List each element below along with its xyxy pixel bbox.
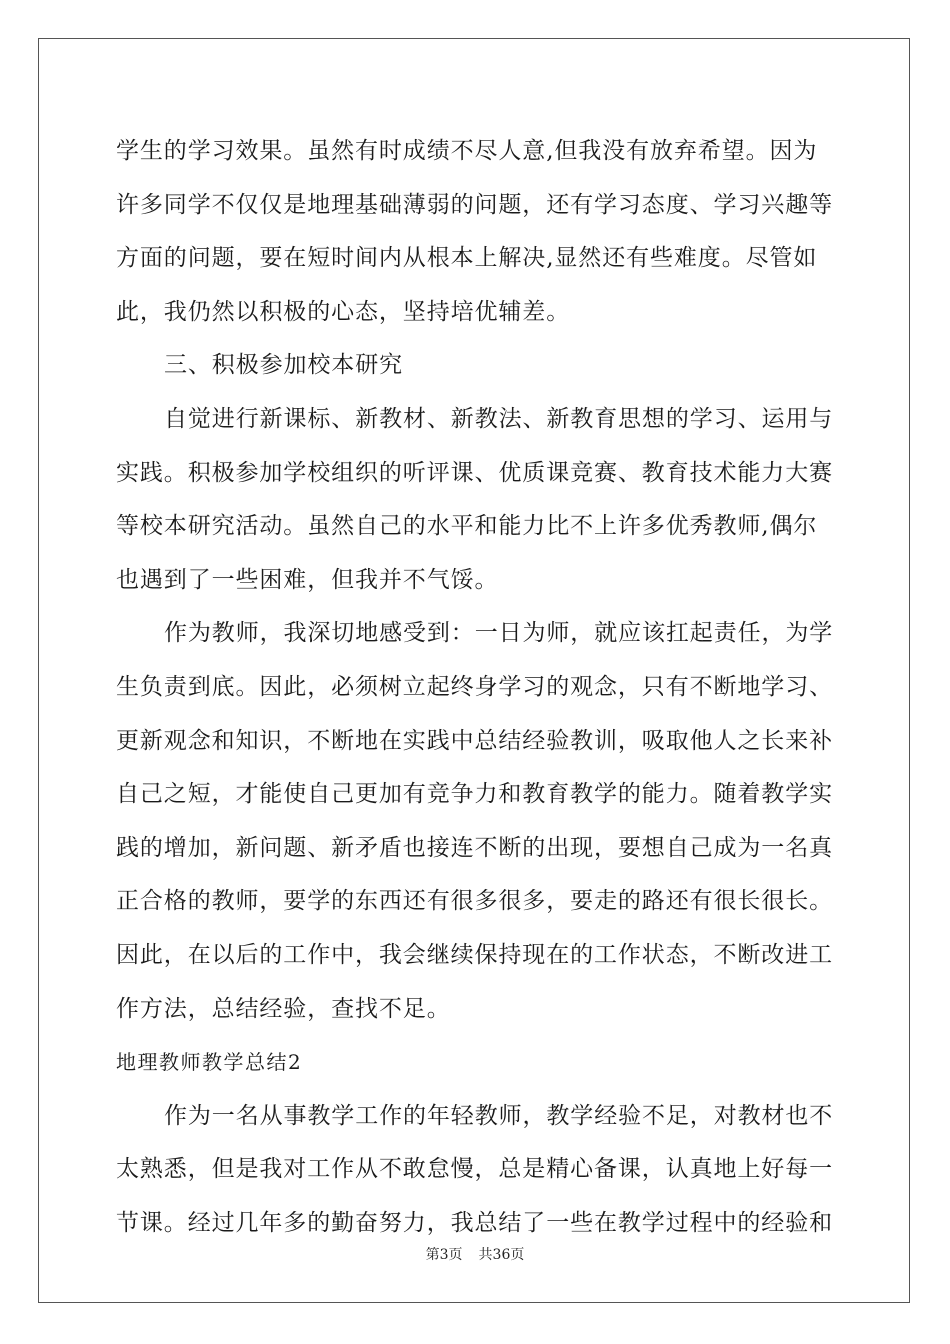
text-line: 方面的问题，要在短时间内从根本上解决,显然还有些难度。尽管如: [116, 245, 818, 272]
text-line: 践的增加，新问题、新矛盾也接连不断的出现，要想自己成为一名真: [116, 834, 833, 861]
text-line: 学生的学习效果。虽然有时成绩不尽人意,但我没有放弃希望。因为: [116, 138, 818, 164]
paragraph-start: 作为一名从事教学工作的年轻教师，教学经验不足，对教材也不: [164, 1102, 834, 1129]
text-line: 也遇到了一些困难，但我并不气馁。: [116, 566, 499, 593]
paragraph-start: 作为教师，我深切地感受到：一日为师，就应该扛起责任，为学: [164, 620, 834, 647]
section-heading: 三、积极参加校本研究: [164, 352, 403, 379]
text-line: 正合格的教师，要学的东西还有很多很多，要走的路还有很长很长。: [116, 888, 833, 915]
text-line: 此，我仍然以积极的心态，坚持培优辅差。: [116, 298, 571, 325]
text-line: 因此，在以后的工作中，我会继续保持现在的工作状态，不断改进工: [116, 941, 833, 968]
text-line: 节课。经过几年多的勤奋努力，我总结了一些在教学过程中的经验和: [116, 1209, 833, 1236]
text-line: 作方法，总结经验，查找不足。: [116, 995, 451, 1022]
page-footer: [0, 1244, 950, 1264]
text-line: 太熟悉，但是我对工作从不敢怠慢，总是精心备课，认真地上好每一: [116, 1156, 833, 1183]
page-number: 第3页: [425, 1247, 463, 1263]
text-line: 实践。积极参加学校组织的听评课、优质课竞赛、教育技术能力大赛: [116, 459, 833, 486]
text-line: 等校本研究活动。虽然自己的水平和能力比不上许多优秀教师,偶尔: [116, 513, 818, 540]
document-body: [116, 128, 836, 1253]
text-line: 自己之短，才能使自己更加有竞争力和教育教学的能力。随着教学实: [116, 781, 833, 808]
text-line: 更新观念和知识，不断地在实践中总结经验教训，吸取他人之长来补: [116, 727, 833, 754]
article-title: 地理教师教学总结2: [116, 1050, 303, 1075]
paragraph-start: 自觉进行新课标、新教材、新教法、新教育思想的学习、运用与: [164, 405, 834, 432]
text-line: 生负责到底。因此，必须树立起终身学习的观念，只有不断地学习、: [116, 673, 833, 700]
page-total: 共36页: [478, 1247, 525, 1263]
text-line: 许多同学不仅仅是地理基础薄弱的问题，还有学习态度、学习兴趣等: [116, 191, 833, 218]
